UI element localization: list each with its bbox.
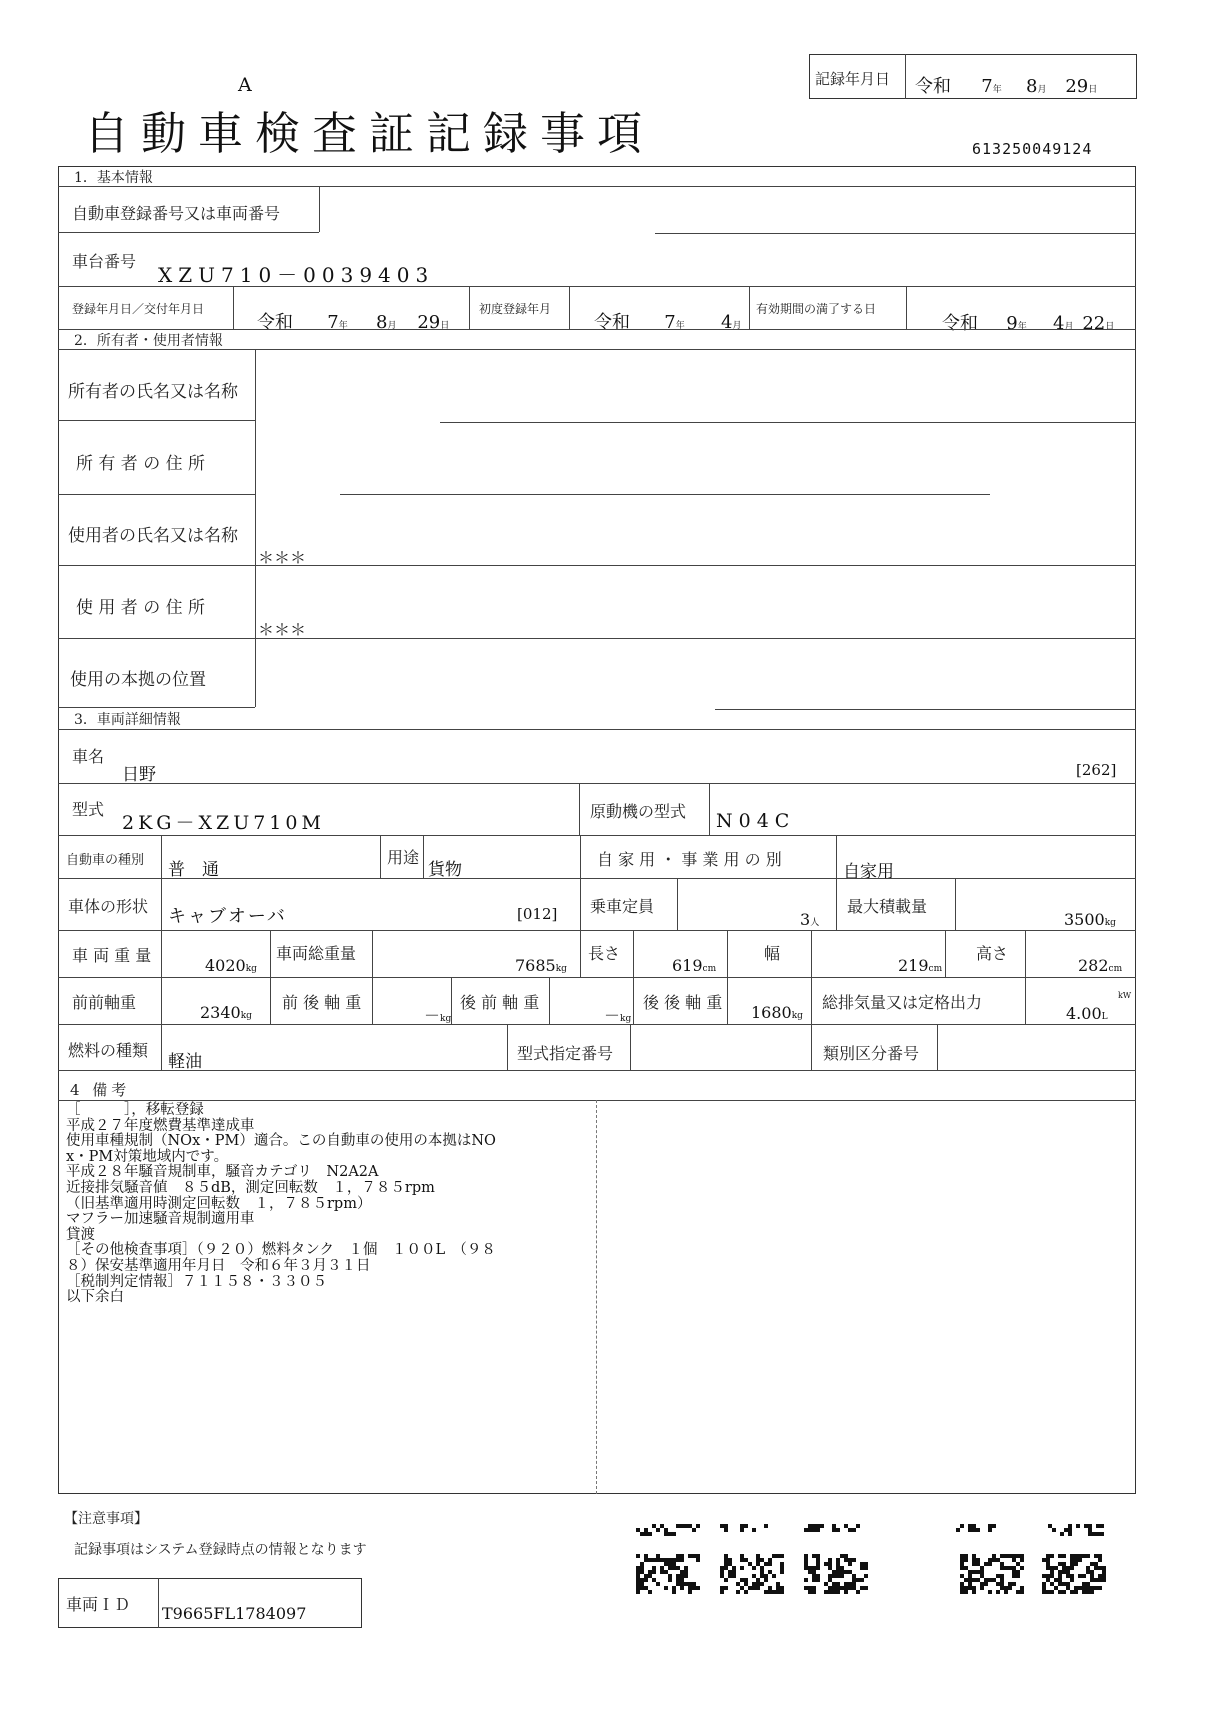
- section-remarks-heading: 4 備考: [70, 1081, 131, 1099]
- engine-model-label: 原動機の型式: [590, 802, 687, 821]
- remarks-text: ［ ］，移転登録 平成２７年度燃費基準達成車 使用車種規制（NOx・PM）適合。この自動車の使用の本拠はNO x・PM対策地域内です。 平成２８年騒音規制車，騒音カテゴリ N2A2A 近接排気騒音値 ８５dB，測定回転数 １，７８５rpm （旧基準適用時測定回転数 １，７８５rpm） マフラー加速騒音規制適用車 貸渡 ［その他検査事項］（９２０）燃料タンク １個 １００L （９８ ８）保安基準適用年月日 令和６年３月３１日 ［税制判定情報］７１１５８・３３０５ 以下余白: [66, 1102, 496, 1306]
- capacity-value: 3人: [800, 910, 820, 929]
- vehicle-id-value: T9665FL1784097: [162, 1604, 307, 1623]
- private-business-label: 自 家 用 ・ 事 業 用 の 別: [597, 850, 782, 869]
- qr-top-3: [804, 1524, 860, 1532]
- max-load-label: 最大積載量: [847, 897, 928, 916]
- first-reg-label: 初度登録年月: [479, 302, 552, 316]
- notes-title: 【注意事項】: [64, 1511, 148, 1527]
- height-value: 282cm: [1078, 956, 1123, 975]
- qr-top-2: [720, 1524, 768, 1532]
- length-label: 長さ: [588, 944, 621, 963]
- rf-axle-label: 後 前 軸 重: [460, 993, 540, 1012]
- type-designation-label: 型式指定番号: [517, 1044, 614, 1063]
- private-business-value: 自家用: [843, 862, 894, 882]
- body-shape-code: [012]: [517, 905, 558, 923]
- qr-top-5: [1048, 1524, 1104, 1536]
- vehicle-name-code: [262]: [1076, 761, 1117, 779]
- rf-axle-value: －kg: [604, 1006, 632, 1025]
- base-location-label: 使用の本拠の位置: [70, 670, 206, 690]
- expiry-label: 有効期間の満了する日: [756, 302, 877, 316]
- reg-number-label: 自動車登録番号又は車両番号: [72, 204, 281, 223]
- vehicle-weight-value: 4020kg: [205, 956, 257, 975]
- max-load-value: 3500kg: [1064, 910, 1116, 929]
- width-label: 幅: [764, 944, 781, 963]
- user-address-label: 使 用 者 の 住 所: [76, 598, 206, 618]
- gross-weight-label: 車両総重量: [276, 944, 357, 963]
- model-value: 2KG－XZU710M: [122, 812, 325, 834]
- vehicle-id-label: 車両ＩＤ: [66, 1595, 131, 1614]
- rr-axle-label: 後 後 軸 重: [643, 993, 723, 1012]
- ff-axle-label: 前前軸重: [72, 993, 137, 1012]
- fuel-value: 軽油: [168, 1052, 202, 1072]
- category-number-label: 類別区分番号: [823, 1044, 920, 1063]
- reg-date-value: 令和 7年 8月 29日: [257, 312, 450, 333]
- displacement-unit-top: kW: [1118, 991, 1132, 1000]
- page-title: 自動車検査証記録事項: [84, 107, 655, 160]
- width-value: 219cm: [898, 956, 943, 975]
- user-address-value: ＊＊＊: [258, 620, 307, 639]
- gross-weight-value: 7685kg: [515, 956, 567, 975]
- owner-address-label: 所 有 者 の 住 所: [76, 454, 206, 474]
- engine-model-value: N04C: [716, 810, 796, 832]
- reg-date-label: 登録年月日／交付年月日: [72, 302, 205, 316]
- user-name-label: 使用者の氏名又は名称: [68, 526, 238, 546]
- qr-top-1: [636, 1524, 700, 1536]
- qr-code-2: [720, 1554, 784, 1594]
- vehicle-weight-label: 車 両 重 量: [72, 946, 152, 965]
- body-shape-label: 車体の形状: [68, 897, 149, 916]
- section-owner-heading: 2．所有者・使用者情報: [74, 333, 223, 349]
- user-name-value: ＊＊＊: [258, 548, 307, 567]
- use-value: 貨物: [428, 860, 462, 880]
- fuel-label: 燃料の種類: [68, 1041, 149, 1060]
- use-label: 用途: [387, 848, 420, 867]
- chassis-label: 車台番号: [72, 252, 137, 271]
- qr-code-3: [804, 1554, 868, 1594]
- vehicle-kind-value: 普 通: [168, 860, 219, 880]
- header-mark: A: [238, 74, 252, 96]
- first-reg-value: 令和 7年 4月: [594, 312, 742, 333]
- vehicle-name-label: 車名: [72, 747, 105, 766]
- fr-axle-value: －kg: [424, 1006, 452, 1025]
- length-value: 619cm: [672, 956, 717, 975]
- rr-axle-value: 1680kg: [751, 1003, 803, 1022]
- qr-code-strip: [636, 1524, 1106, 1596]
- qr-code-5: [1042, 1554, 1106, 1594]
- height-label: 高さ: [976, 944, 1009, 963]
- body-shape-value: キャブオーバ: [168, 906, 287, 927]
- section-basic-heading: 1．基本情報: [74, 170, 153, 186]
- displacement-label: 総排気量又は定格出力: [822, 993, 983, 1012]
- document-number: 613250049124: [972, 140, 1093, 158]
- ff-axle-value: 2340kg: [200, 1003, 252, 1022]
- vehicle-kind-label: 自動車の種別: [66, 853, 145, 868]
- capacity-label: 乗車定員: [590, 897, 655, 916]
- qr-codes-graphic: [636, 1524, 1106, 1596]
- owner-name-label: 所有者の氏名又は名称: [68, 382, 238, 402]
- qr-top-4: [956, 1524, 996, 1532]
- notes-text: 記録事項はシステム登録時点の情報となります: [74, 1542, 367, 1558]
- section-vehicle-heading: 3．車両詳細情報: [74, 712, 181, 728]
- record-date-value: 令和 7年 8月 29日: [915, 76, 1098, 97]
- vehicle-name-value: 日野: [122, 765, 156, 785]
- chassis-value: XZU710－0039403: [158, 263, 435, 287]
- qr-code-4: [960, 1554, 1024, 1594]
- expiry-value: 令和 9年 4月 22日: [942, 313, 1115, 334]
- qr-code-1: [636, 1554, 700, 1594]
- displacement-value: 4.00L: [1066, 1004, 1108, 1023]
- fr-axle-label: 前 後 軸 重: [282, 993, 362, 1012]
- record-date-label: 記録年月日: [815, 70, 891, 88]
- model-label: 型式: [72, 800, 105, 819]
